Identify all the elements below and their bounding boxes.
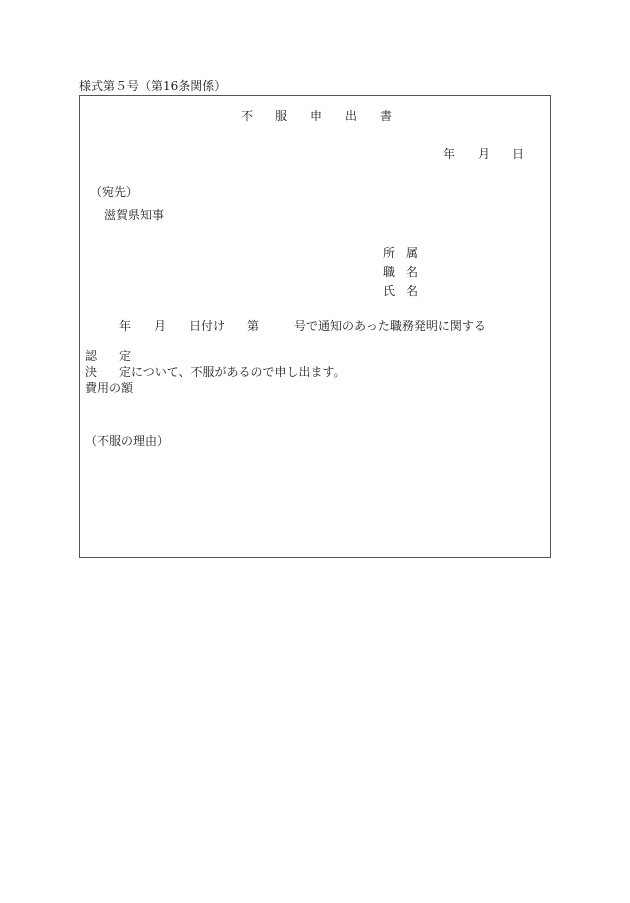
form-number: 様式第５号（第16条関係） (79, 79, 227, 93)
decision-option-recognition-b: 定 (119, 349, 132, 363)
name-label-a: 氏 (383, 284, 396, 298)
notice-day: 日付け (189, 319, 226, 333)
decision-option-cost: 費用の額 (85, 381, 134, 395)
title-char: 服 (275, 109, 288, 123)
name-label-b: 名 (406, 284, 419, 298)
title-char: 出 (345, 109, 358, 123)
notice-month: 月 (154, 319, 167, 333)
notice-year: 年 (119, 319, 132, 333)
decision-option-determination-a: 決 (85, 365, 98, 379)
addressee: 滋賀県知事 (104, 208, 165, 222)
date-month-label: 月 (478, 147, 491, 161)
notice-number-prefix: 第 (247, 319, 260, 333)
decision-statement: 定について、不服があるので申し出ます。 (119, 365, 346, 379)
date-year-label: 年 (443, 147, 456, 161)
position-label-a: 職 (383, 265, 396, 279)
reason-label: （不服の理由） (85, 434, 170, 448)
date-day-label: 日 (512, 147, 525, 161)
affiliation-label-a: 所 (383, 246, 396, 260)
title-char: 不 (241, 109, 254, 123)
affiliation-label-b: 属 (406, 246, 419, 260)
title-char: 書 (380, 109, 393, 123)
title-char: 申 (310, 109, 323, 123)
position-label-b: 名 (406, 265, 419, 279)
addressee-label: （宛先） (90, 185, 139, 199)
notice-text: 号で通知のあった職務発明に関する (294, 319, 486, 333)
decision-option-recognition-a: 認 (85, 349, 98, 363)
